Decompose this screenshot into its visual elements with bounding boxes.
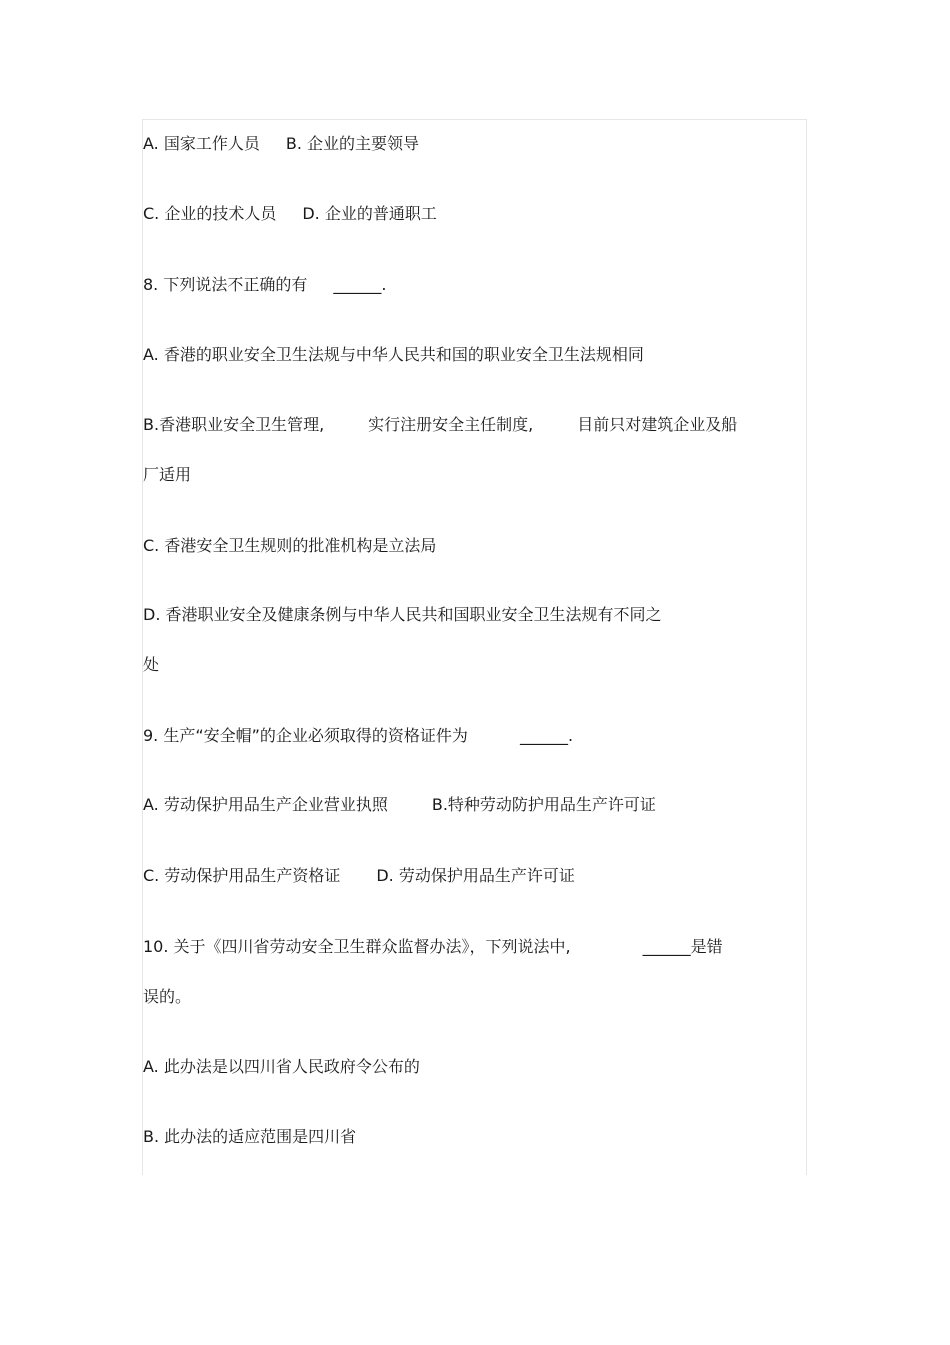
option-a: A. 国家工作人员	[143, 134, 260, 153]
option-d: D. 企业的普通职工	[302, 204, 437, 223]
option-row	[143, 204, 437, 224]
option-c: C. 企业的技术人员	[143, 204, 277, 223]
question-10-line1	[143, 937, 723, 957]
option-b-part: B.香港职业安全卫生管理,	[143, 415, 325, 434]
option-a: A. 劳动保护用品生产企业营业执照	[143, 795, 388, 814]
option-b-line2: 厂适用	[143, 465, 192, 484]
answer-blank: ______.	[333, 275, 387, 294]
option-b: B. 企业的主要领导	[285, 134, 419, 153]
option-row	[143, 866, 575, 886]
option-d: D. 劳动保护用品生产许可证	[376, 866, 575, 885]
answer-blank: ______是错	[642, 937, 723, 956]
question-text: 9. 生产“安全帽”的企业必须取得的资格证件为	[143, 726, 468, 745]
question-text: 10. 关于《四川省劳动安全卫生群众监督办法》，下列说法中,	[143, 937, 571, 956]
question-9	[143, 726, 573, 746]
option-b-part: 目前只对建筑企业及船	[577, 415, 738, 434]
option-d-line2: 处	[143, 655, 160, 674]
option-row	[143, 795, 656, 815]
option-b-part: 实行注册安全主任制度,	[368, 415, 534, 434]
answer-blank: ______.	[519, 726, 574, 745]
option-b: B.特种劳动防护用品生产许可证	[431, 795, 656, 814]
option-b: B. 此办法的适应范围是四川省	[143, 1127, 357, 1146]
question-10-line2: 误的。	[143, 987, 192, 1006]
option-c: C. 香港安全卫生规则的批准机构是立法局	[143, 536, 437, 555]
option-d-line1: D. 香港职业安全及健康条例与中华人民共和国职业安全卫生法规有不同之	[143, 605, 662, 624]
option-a: A. 香港的职业安全卫生法规与中华人民共和国的职业安全卫生法规相同	[143, 345, 644, 364]
option-b-line1	[143, 415, 737, 435]
option-a: A. 此办法是以四川省人民政府令公布的	[143, 1057, 420, 1076]
option-c: C. 劳动保护用品生产资格证	[143, 866, 341, 885]
question-text: 8. 下列说法不正确的有	[143, 275, 308, 294]
option-row	[143, 134, 419, 154]
question-8	[143, 275, 386, 295]
